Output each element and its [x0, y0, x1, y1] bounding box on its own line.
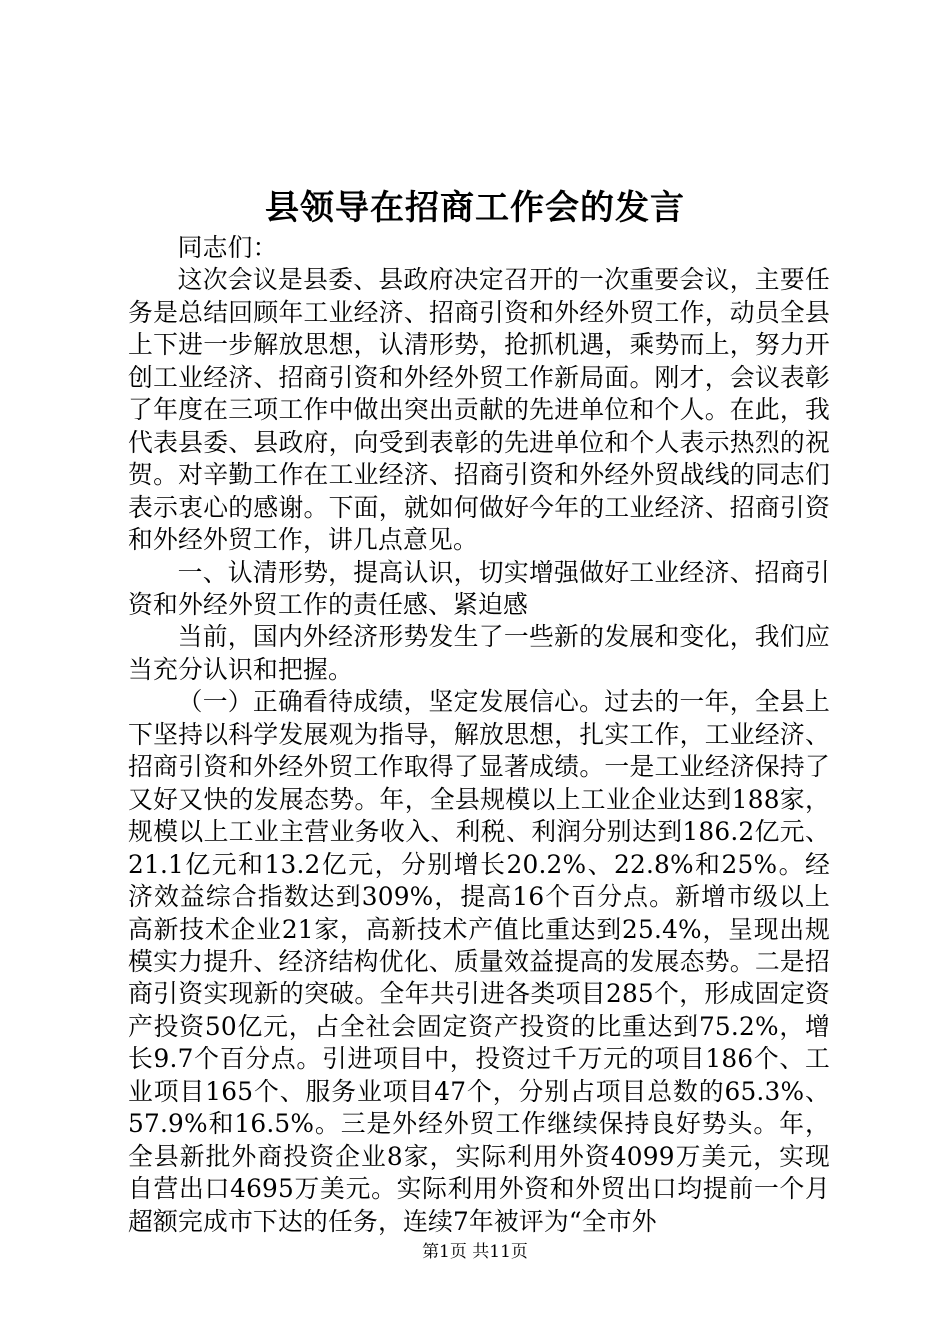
page-number-footer: 第1页 共11页 — [422, 1242, 528, 1262]
salutation: 同志们： — [177, 233, 278, 262]
paragraph-achievements: （一）正确看待成绩，坚定发展信心。过去的一年，全县上下坚持以科学发展观为指导，解放思想，扎实工作，工业经济、招商引资和外经外贸工作取得了显著成绩。一是工业经济保持了又好又快的发展态势。年，全县规模以上工业企业达到188家，规模以上工业主营业务收入、利税、利润分别达到186.2亿元、21.1亿元和13.2亿元，分别增长20.2%、22.8%和25%。经济效益综合指数达到309%，提高16个百分点。新增市级以上高新技术企业21家，高新技术产值比重达到25.4%，呈现出规模实力提升、经济结构优化、质量效益提高的发展态势。二是招商引资实现新的突破。全年共引进各类项目285个，形成固定资产投资50亿元，占全社会固定资产投资的比重达到75.2%，增长9.7个百分点。引进项目中，投资过千万元的项目186个、工业项目165个、服务业项目47个，分别占项目总数的65.3%、57.9%和16.5%。三是外经外贸工作继续保持良好势头。年，全县新批外商投资企业8家，实际利用外资4099万美元，实现自营出口4695万美元。实际利用外资和外贸出口均提前一个月超额完成市下达的任务，连续7年被评为“全市外 — [128, 687, 830, 1236]
paragraph-situation: 当前，国内外经济形势发生了一些新的发展和变化，我们应当充分认识和把握。 — [128, 622, 830, 684]
paragraph-opening: 这次会议是县委、县政府决定召开的一次重要会议，主要任务是总结回顾年工业经济、招商引资和外经外贸工作，动员全县上下进一步解放思想，认清形势，抢抓机遇，乘势而上，努力开创工业经济、招商引资和外经外贸工作新局面。刚才，会议表彰了年度在三项工作中做出突出贡献的先进单位和个人。在此，我代表县委、县政府，向受到表彰的先进单位和个人表示热烈的祝贺。对辛勤工作在工业经济、招商引资和外经外贸战线的同志们表示衷心的感谢。下面，就如何做好今年的工业经济、招商引资和外经外贸工作，讲几点意见。 — [128, 265, 830, 555]
document-body — [128, 232, 830, 1238]
document-title: 县领导在招商工作会的发言 — [265, 188, 685, 228]
section-heading-1: 一、认清形势，提高认识，切实增强做好工业经济、招商引资和外经外贸工作的责任感、紧迫感 — [128, 557, 830, 619]
